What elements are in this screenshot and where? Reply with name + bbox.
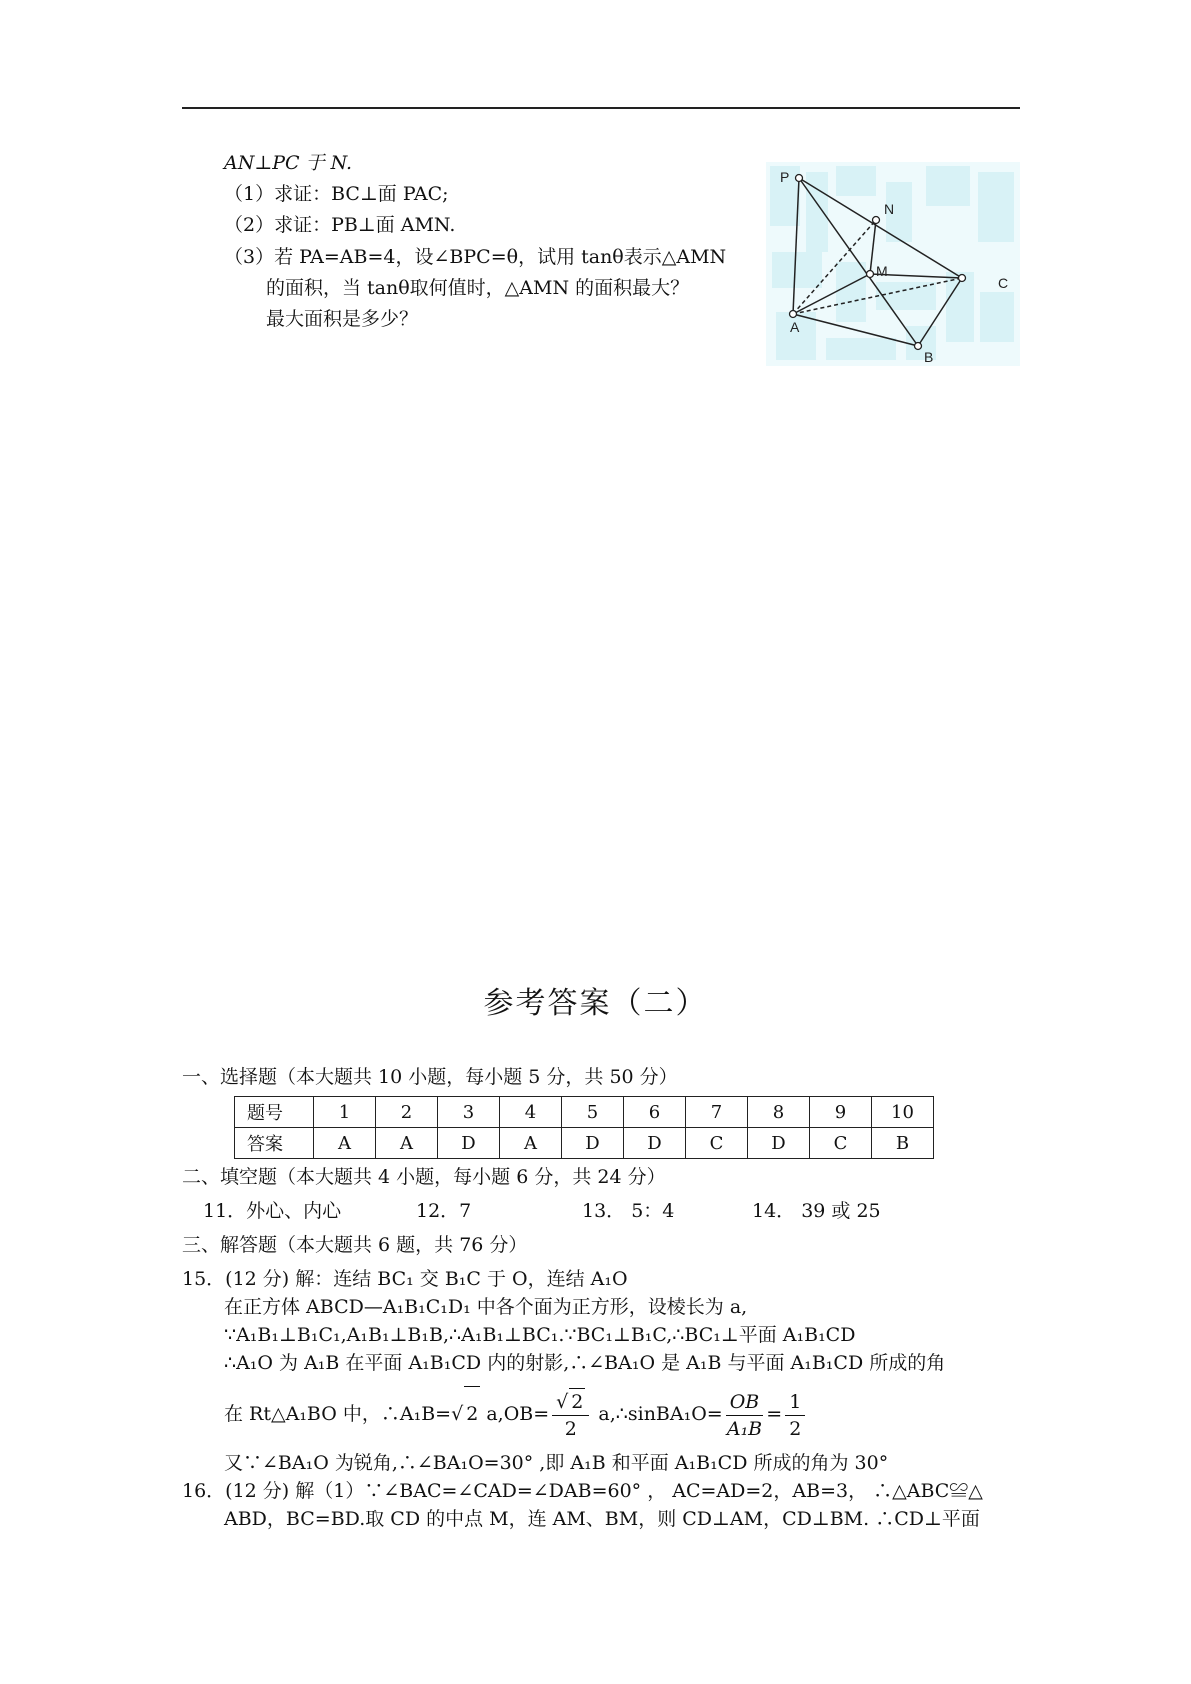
- table-row-answers: [235, 1128, 934, 1159]
- solution-15-line-1: 15．(12 分) 解：连结 BC₁ 交 B₁C 于 O，连结 A₁O: [182, 1268, 628, 1290]
- fraction-ob: $\frac{√ 2}{2}$: [552, 1388, 589, 1442]
- table-cell: C: [810, 1128, 872, 1159]
- solution-15-line-4: ∴A₁O 为 A₁B 在平面 A₁B₁CD 内的射影,∴∠BA₁O 是 A₁B 与平面 A₁B₁CD 所成的角: [224, 1352, 946, 1374]
- geometry-figure: [766, 162, 1020, 366]
- answer-13: 13． 5：4: [582, 1200, 675, 1222]
- section-1-heading: 一、选择题（本大题共 10 小题，每小题 5 分，共 50 分）: [182, 1066, 678, 1088]
- table-cell: D: [624, 1128, 686, 1159]
- table-cell: 2: [376, 1097, 438, 1128]
- section-3-heading: 三、解答题（本大题共 6 题，共 76 分）: [182, 1234, 528, 1256]
- answer-11: 11．外心、内心: [203, 1200, 342, 1222]
- formula-mid-2: a,∴sinBA₁O=: [592, 1403, 723, 1425]
- problem-question-1: （1）求证：BC⊥面 PAC;: [224, 183, 449, 205]
- formula-mid: a,OB=: [480, 1403, 550, 1425]
- problem-question-3-cont2: 最大面积是多少？: [266, 308, 419, 330]
- row-label-answer: 答案: [235, 1128, 314, 1159]
- solution-15-line-3: ∵A₁B₁⊥B₁C₁,A₁B₁⊥B₁B,∴A₁B₁⊥BC₁.∵BC₁⊥B₁C,∴BC₁⊥平面 A₁B₁CD: [224, 1324, 856, 1346]
- table-cell: B: [872, 1128, 934, 1159]
- table-cell: D: [562, 1128, 624, 1159]
- label-A: A: [790, 319, 800, 335]
- fraction-sin: $\frac{OB}{\text{A₁B}}$: [726, 1390, 763, 1440]
- table-cell: 4: [500, 1097, 562, 1128]
- label-C: C: [998, 275, 1009, 291]
- label-B: B: [924, 349, 934, 365]
- solution-15-line-5: 在 Rt△A₁BO 中，∴A₁B=√ 2 a,OB= $\frac{√ 2}{2}$ a,∴sinBA₁O= $\frac{OB}{\text{A₁B}}$ = $\frac{1}{2}$: [224, 1386, 808, 1442]
- watermark-seal: [766, 162, 1020, 366]
- solution-15-line-6: 又∵∠BA₁O 为锐角,∴∠BA₁O=30° ,即 A₁B 和平面 A₁B₁CD 所成的角为 30°: [224, 1452, 889, 1474]
- solution-15-line-2: 在正方体 ABCD—A₁B₁C₁D₁ 中各个面为正方形，设棱长为 a,: [224, 1296, 748, 1318]
- solution-16-line-2: ABD，BC=BD.取 CD 的中点 M，连 AM、BM，则 CD⊥AM，CD⊥BM. ∴CD⊥平面: [224, 1508, 980, 1530]
- label-P: P: [780, 169, 790, 185]
- sqrt-term: 2: [464, 1386, 480, 1441]
- answer-title: 参考答案（二）: [483, 986, 708, 1021]
- problem-question-3-cont: 的面积，当 tanθ取何值时，△AMN 的面积最大？: [266, 277, 690, 299]
- problem-question-3: （3）若 PA=AB=4，设∠BPC=θ，试用 tanθ表示△AMN: [224, 246, 727, 268]
- table-cell: 5: [562, 1097, 624, 1128]
- header-rule: [182, 107, 1020, 109]
- table-cell: D: [438, 1128, 500, 1159]
- table-cell: 1: [314, 1097, 376, 1128]
- answer-table: [234, 1096, 934, 1159]
- table-cell: A: [314, 1128, 376, 1159]
- table-row-numbers: [235, 1097, 934, 1128]
- table-cell: 6: [624, 1097, 686, 1128]
- table-cell: A: [376, 1128, 438, 1159]
- solution-16-line-1: 16．(12 分) 解（1）∵∠BAC=∠CAD=∠DAB=60° ， AC=AD=2，AB=3， ∴△ABC≌△: [182, 1480, 983, 1502]
- answer-14: 14． 39 或 25: [752, 1200, 881, 1222]
- table-cell: 3: [438, 1097, 500, 1128]
- table-cell: A: [500, 1128, 562, 1159]
- label-M: M: [876, 263, 888, 279]
- table-cell: 10: [872, 1097, 934, 1128]
- table-cell: 8: [748, 1097, 810, 1128]
- fraction-half: $\frac{1}{2}$: [785, 1389, 805, 1442]
- label-N: N: [884, 201, 895, 217]
- answer-12: 12．7: [416, 1200, 472, 1222]
- table-cell: 9: [810, 1097, 872, 1128]
- table-cell: 7: [686, 1097, 748, 1128]
- problem-question-2: （2）求证：PB⊥面 AMN.: [224, 214, 456, 236]
- section-2-heading: 二、填空题（本大题共 4 小题，每小题 6 分，共 24 分）: [182, 1166, 666, 1188]
- row-label-number: 题号: [235, 1097, 314, 1128]
- table-cell: C: [686, 1128, 748, 1159]
- problem-line-0: AN⊥PC 于 N.: [224, 152, 353, 174]
- table-cell: D: [748, 1128, 810, 1159]
- equals-sign: =: [766, 1403, 783, 1425]
- formula-prefix: 在 Rt△A₁BO 中，∴A₁B=: [224, 1403, 452, 1425]
